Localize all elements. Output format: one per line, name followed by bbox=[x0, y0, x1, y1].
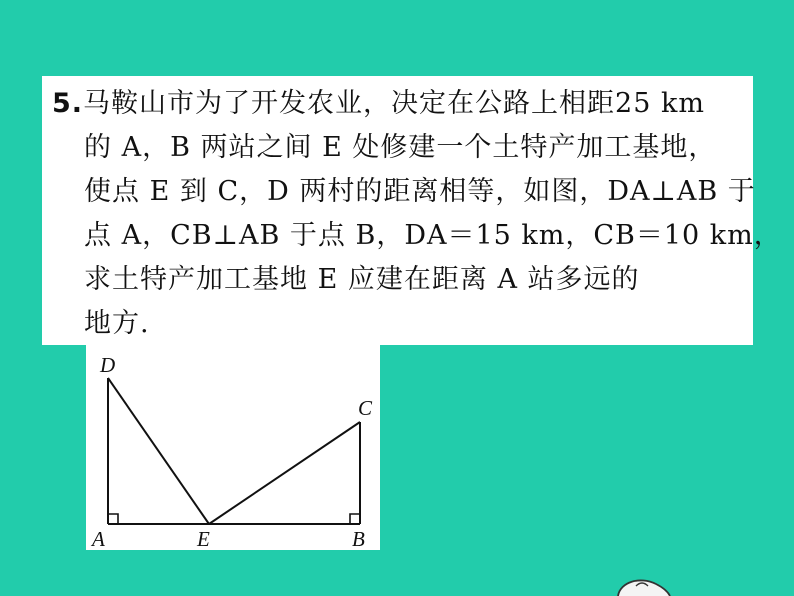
figure-box bbox=[86, 345, 380, 550]
problem-line-6: 地方. bbox=[84, 308, 150, 339]
label-c: C bbox=[358, 396, 373, 420]
segment-de bbox=[108, 378, 209, 524]
problem-box bbox=[42, 76, 782, 345]
right-angle-mark-b bbox=[350, 514, 360, 524]
geometry-figure bbox=[86, 345, 380, 550]
label-d: D bbox=[100, 353, 116, 377]
label-a: A bbox=[92, 527, 105, 550]
problem-line-5: 求土特产加工基地 E 应建在距离 A 站多远的 bbox=[84, 264, 640, 295]
segment-ec bbox=[209, 422, 360, 524]
problem-line-1 bbox=[52, 82, 743, 126]
label-b: B bbox=[352, 527, 365, 550]
problem-number: 5. bbox=[52, 88, 84, 119]
right-angle-mark-a bbox=[108, 514, 118, 524]
problem-line-3: 使点 E 到 C，D 两村的距离相等，如图，DA⊥AB 于 bbox=[84, 176, 756, 207]
label-e: E bbox=[197, 527, 210, 550]
mascot-head-icon bbox=[610, 578, 680, 596]
problem-line-4: 点 A，CB⊥AB 于点 B，DA＝15 km，CB＝10 km， bbox=[84, 220, 782, 251]
problem-text-1: 马鞍山市为了开发农业，决定在公路上相距25 km bbox=[83, 88, 705, 119]
problem-line-2: 的 A，B 两站之间 E 处修建一个土特产加工基地， bbox=[84, 132, 717, 163]
